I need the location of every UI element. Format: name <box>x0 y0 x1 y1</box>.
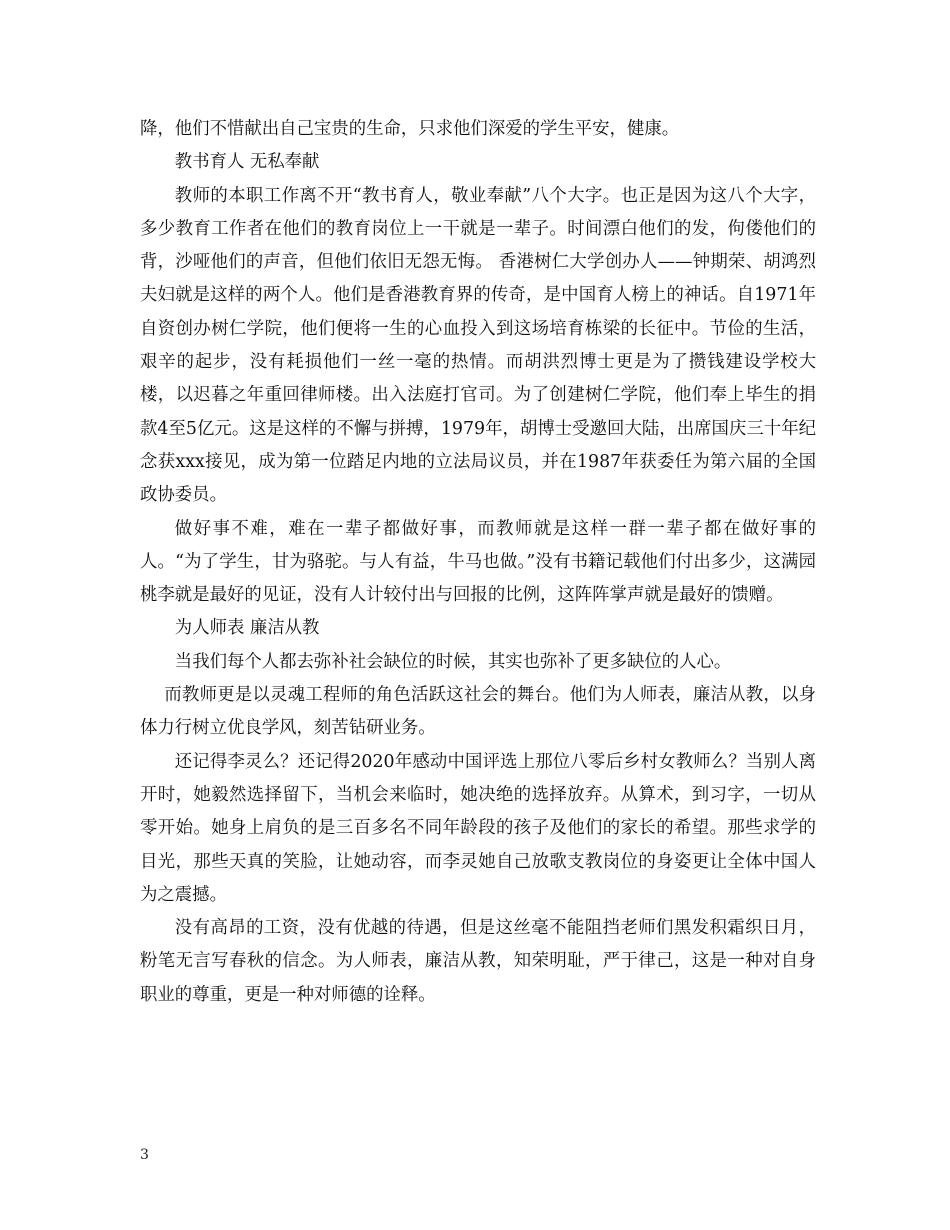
paragraph-6: 当我们每个人都去弥补社会缺位的时候，其实也弥补了更多缺位的人心。 <box>174 651 732 672</box>
page-number: 3 <box>140 1147 149 1163</box>
paragraph-3: 教师的本职工作离不开“教书育人，敬业奉献”八个大字。也正是因为这八个大字，多少教育工作者在他们的教育岗位上一干就是一辈子。时间漂白他们的发，佝偻他们的背，沙哑他们的声音，但他们依旧无怨无悔。 香港树仁大学创办人——钟期荣、胡鸿烈夫妇就是这样的两个人。他们是香港教育界的传奇，是中国育人榜上的神话。自1971年自资创办树仁学院，他们便将一生的心血投入到这场培育栋梁的长征中。节俭的生活，艰辛的起步，没有耗损他们一丝一毫的热情。而胡洪烈博士更是为了攒钱建设学校大楼，以迟暮之年重回律师楼。出入法庭打官司。为了创建树仁学院，他们奉上毕生的捐款4至5亿元。这是这样的不懈与拼搏，1979年，胡博士受邀回大陆，出席国庆三十年纪念获xxx接见，成为第一位踏足内地的立法局议员，并在1987年获委任为第六届的全国政协委员。 <box>140 185 816 506</box>
section-heading-teaching: 教书育人 无私奉献 <box>174 152 320 173</box>
section-heading-integrity: 为人师表 廉洁从教 <box>174 618 320 639</box>
paragraph-8: 还记得李灵么？还记得2020年感动中国评选上那位八零后乡村女教师么？当别人离开时，她毅然选择留下，当机会来临时，她决绝的选择放弃。从算术，到习字，一切从零开始。她身上肩负的是三百多名不同年龄段的孩子及他们的家长的希望。那些求学的目光，那些天真的笑脸，让她动容，而李灵她自己放歌支教岗位的身姿更让全体中国人为之震撼。 <box>140 751 816 905</box>
paragraph-4: 做好事不难，难在一辈子都做好事，而教师就是这样一群一辈子都在做好事的人。“为了学生，甘为骆驼。与人有益，牛马也做。”没有书籍记载他们付出多少，这满园桃李就是最好的见证，没有人计较付出与回报的比例，这阵阵掌声就是最好的馈赠。 <box>140 518 816 606</box>
paragraph-9: 没有高昂的工资，没有优越的待遇，但是这丝毫不能阻挡老师们黑发积霜织日月，粉笔无言写春秋的信念。为人师表，廉洁从教，知荣明耻，严于律己，这是一种对自身职业的尊重，更是一种对师德的诠释。 <box>140 918 816 1005</box>
paragraph-1: 降，他们不惜献出自己宝贵的生命，只求他们深爱的学生平安，健康。 <box>140 119 680 139</box>
document-body <box>140 113 816 1012</box>
paragraph-7: 而教师更是以灵魂工程师的角色活跃这社会的舞台。他们为人师表，廉洁从教，以身体力行树立优良学风，刻苦钻研业务。 <box>140 685 816 739</box>
